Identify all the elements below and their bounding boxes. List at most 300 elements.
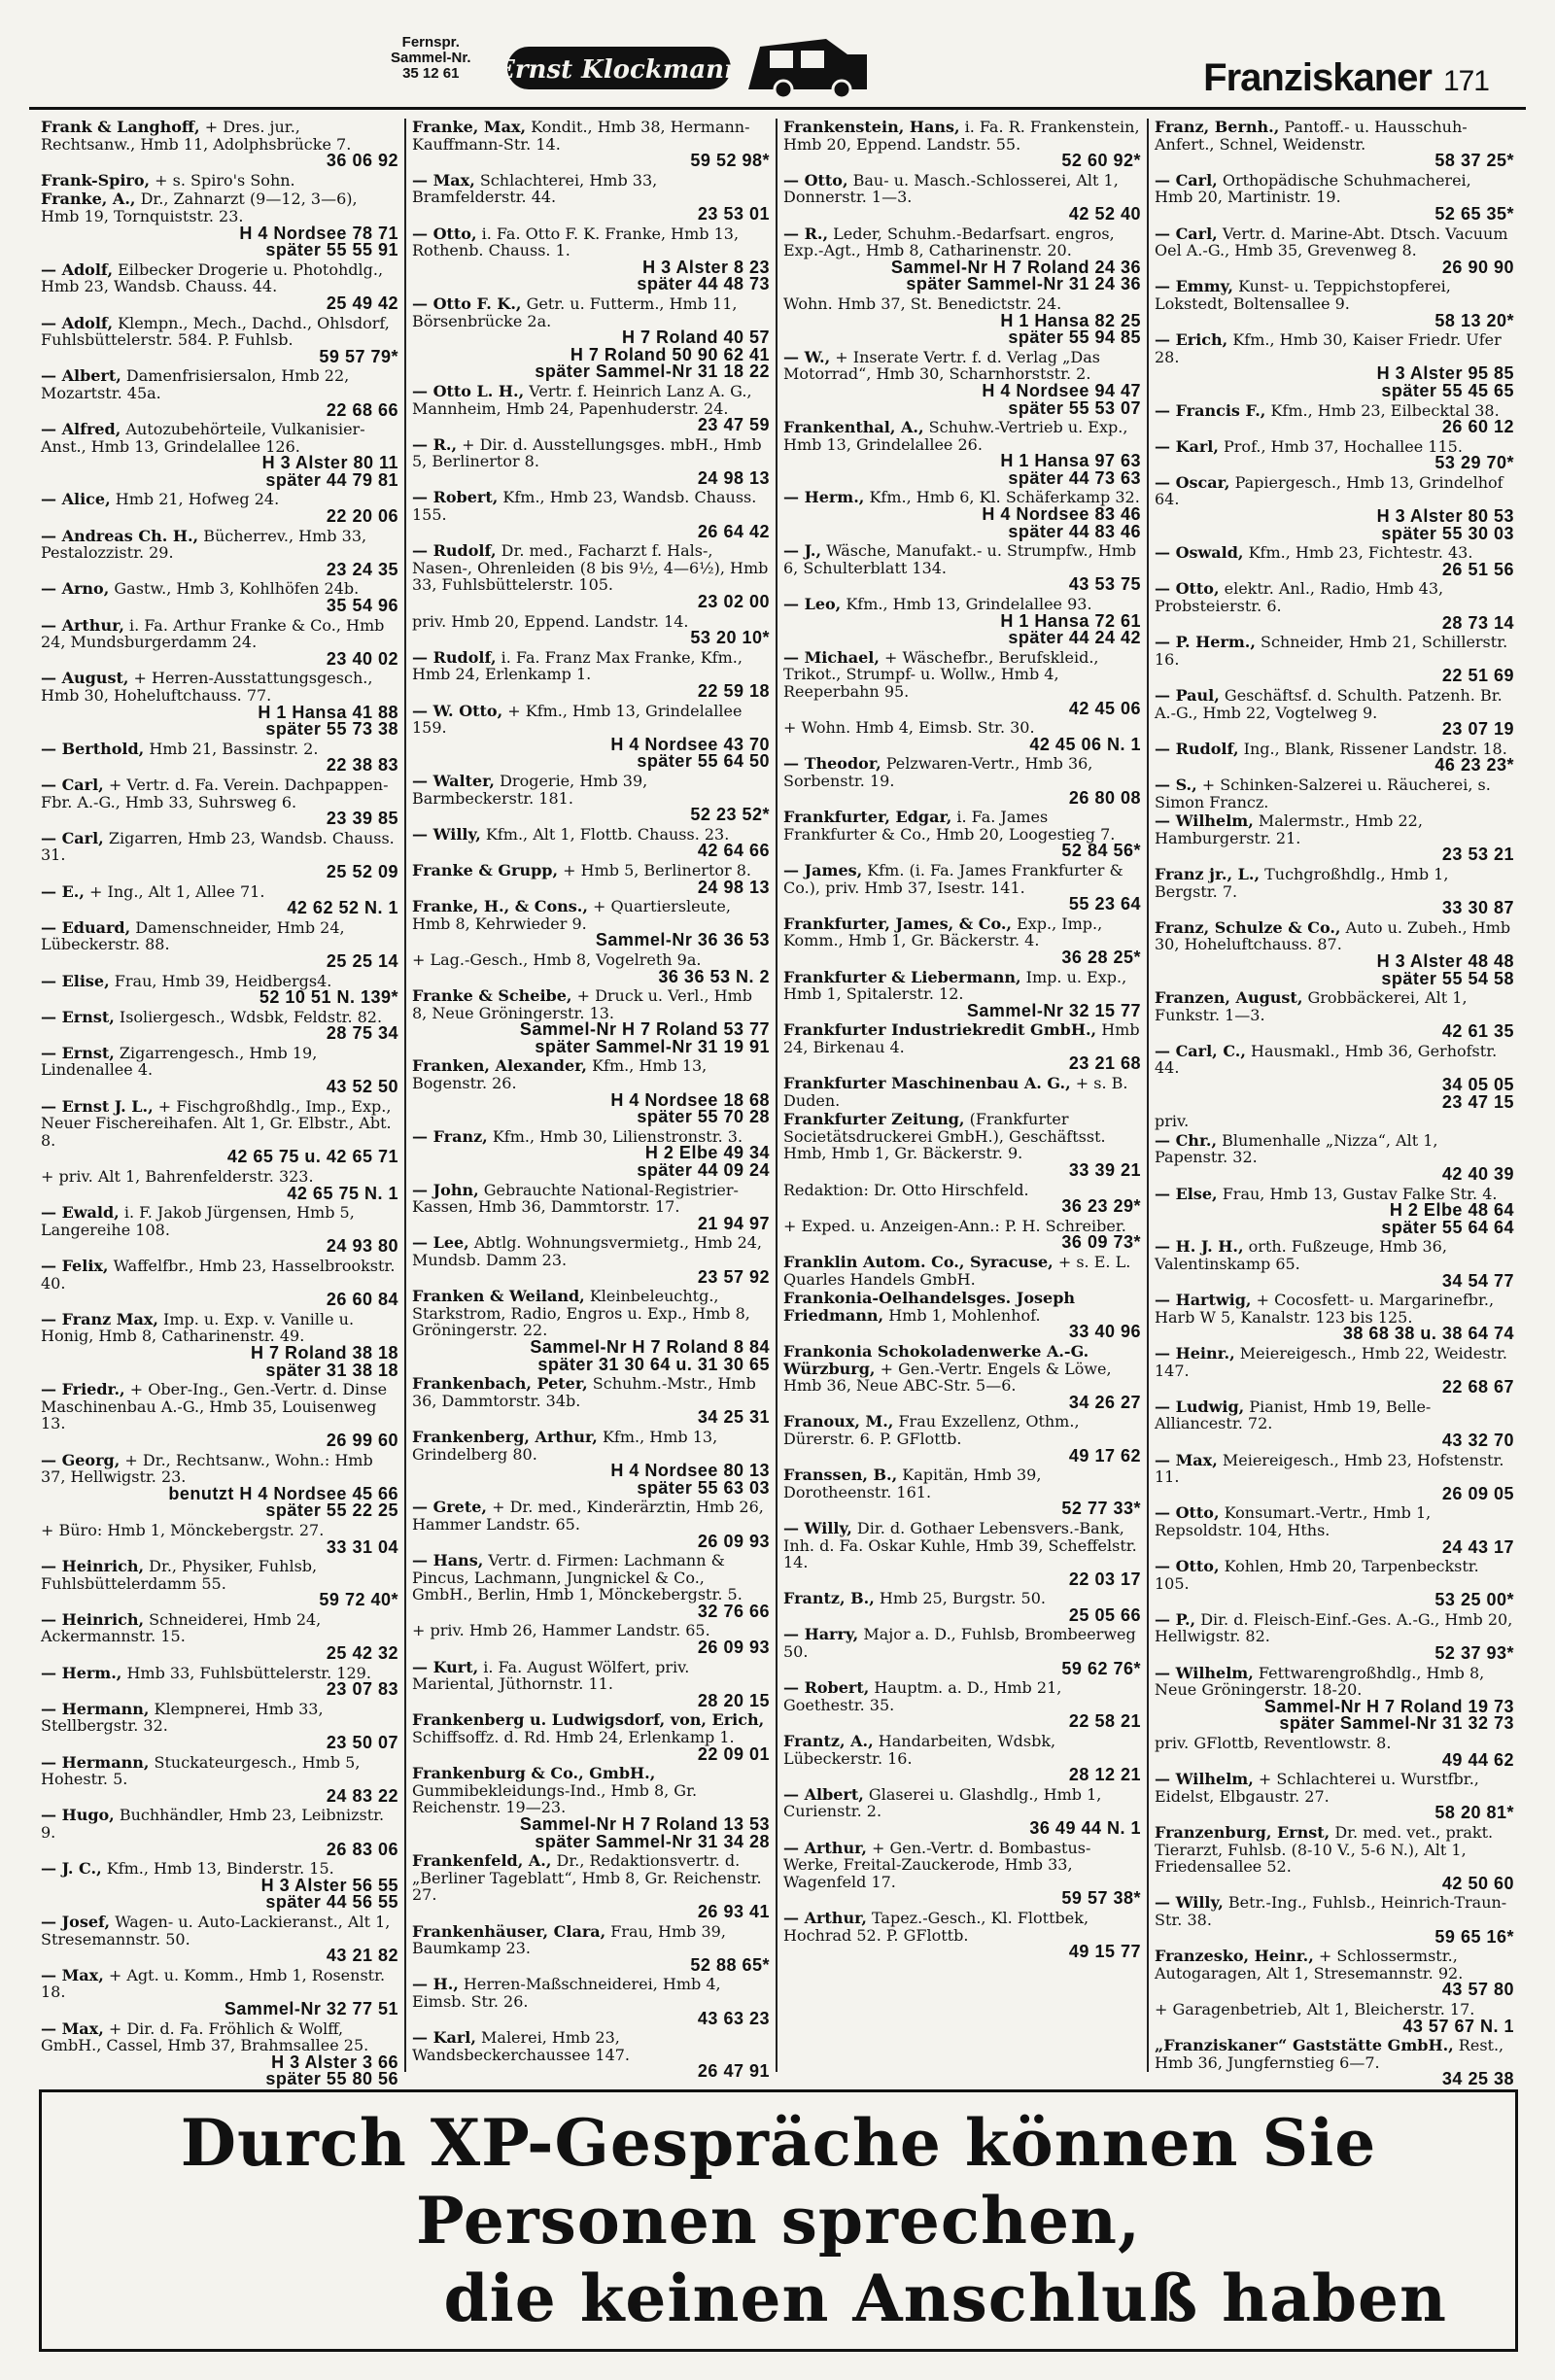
entry-name: — Kurt,	[412, 1657, 479, 1676]
entry-details: Dr., Redaktionsvertr. d. „Berliner Tageblatt“, Hmb 8, Gr. Reichenstr. 27.	[412, 1851, 762, 1905]
entry-name: — Albert,	[783, 1784, 864, 1804]
phone-number: 49 44 62	[1441, 1749, 1514, 1770]
listing-entry	[412, 542, 770, 610]
entry-details: + Büro: Hmb 1, Mönckebergstr. 27.	[41, 1520, 325, 1539]
entry-details: Klempn., Mech., Dachd., Ohlsdorf, Fuhlsbüttelerstr. 584. P. Fuhlsb.	[41, 313, 390, 350]
entry-details: Tapez.-Gesch., Kl. Flottbek, Hochrad 52. P. GFlottb.	[783, 1908, 1089, 1945]
entry-name: — Otto L. H.,	[412, 381, 525, 400]
entry-details: Damenschneider, Hmb 24, Lübeckerstr. 88.	[41, 917, 345, 954]
entry-details: Hmb 25, Burgstr. 50.	[879, 1589, 1046, 1608]
listing-entry	[41, 1045, 398, 1096]
listing-entry	[783, 1466, 1141, 1518]
entry-name: — Hartwig,	[1155, 1291, 1252, 1310]
listing-entry	[1155, 331, 1514, 399]
entry-details: orth. Fußzeuge, Hmb 36, Valentinskamp 65.	[1155, 1237, 1447, 1273]
phone-number: 43 52 50	[326, 1077, 398, 1097]
phone-number: 52 84 56*	[1061, 841, 1141, 861]
entry-name: — Hans,	[412, 1551, 484, 1570]
listing-entry	[1155, 687, 1514, 739]
listing-entry	[41, 1665, 398, 1699]
phone-number: H 7 Roland 50 90 62 41	[570, 344, 770, 364]
listing-entry	[412, 383, 770, 434]
entry-name: — Oscar,	[1155, 472, 1230, 492]
phone-number: 43 57 67 N. 1	[1402, 2016, 1514, 2036]
sammel-number: 35 12 61	[402, 65, 460, 82]
entry-details: Kfm., Hmb 30, Lilienstronstr. 3.	[492, 1126, 743, 1146]
listing-entry	[412, 1923, 770, 1975]
entry-details: Redaktion: Dr. Otto Hirschfeld.	[783, 1180, 1029, 1199]
entry-details: Gebrauchte National-Registrier-Kassen, Hmb 36, Dammtorstr. 17.	[412, 1180, 739, 1217]
listing-entry	[1155, 544, 1514, 578]
entry-details: Autozubehörteile, Vulkanisier-Anst., Hmb 13, Grindelallee 126.	[41, 420, 365, 456]
entry-details: Pantoff.- u. Hausschuh-Anfert., Schnel, Weidenstr.	[1155, 118, 1468, 154]
phone-number: 43 63 23	[697, 2008, 770, 2028]
phone-number: 26 60 12	[1441, 417, 1514, 437]
entry-details: Schiffsoffz. d. Rd. Hmb 24, Erlenkamp 1.	[412, 1728, 735, 1747]
phone-number: 28 75 34	[326, 1023, 398, 1044]
entry-name: — Michael,	[783, 647, 880, 667]
entry-name: Frankenstein, Hans,	[783, 118, 960, 136]
listing-entry	[41, 919, 398, 971]
phone-number: H 4 Nordsee 18 68	[610, 1089, 770, 1110]
entry-name: — Robert,	[783, 1678, 870, 1698]
listing-entry	[41, 1204, 398, 1256]
phone-number: 23 53 01	[697, 203, 770, 224]
listing-entry	[412, 489, 770, 540]
entry-details: Hmb 1, Mohlenhof.	[888, 1305, 1041, 1325]
listing-entry	[1155, 989, 1514, 1041]
entry-details: Frau Exzellenz, Othm., Dürerstr. 6. P. GFlottb.	[783, 1412, 1080, 1448]
listing-entry	[783, 862, 1141, 914]
entry-details: + Cocosfett- u. Margarinefbr., Harb W 5, Kanalstr. 123 bis 125.	[1155, 1291, 1495, 1327]
entry-name: — Rudolf,	[1155, 739, 1239, 758]
entry-details: + Inserate Vertr. f. d. Verlag „Das Motorrad“, Hmb 30, Scharnhorststr. 2.	[783, 347, 1100, 384]
entry-details: + priv. Hmb 26, Hammer Landstr. 65.	[412, 1621, 710, 1640]
phone-number: 42 64 66	[697, 841, 770, 861]
phone-number: 52 88 65*	[690, 1954, 770, 1975]
phone-number: H 2 Elbe 49 34	[644, 1143, 770, 1163]
entry-details: Kunst- u. Teppichstopferei, Lokstedt, Boltensallee 9.	[1155, 277, 1451, 313]
phone-number: 22 58 21	[1068, 1711, 1141, 1732]
entry-name: — Heinr.,	[1155, 1343, 1235, 1362]
listing-entry	[41, 1914, 398, 1965]
phone-number: 22 68 66	[326, 399, 398, 420]
listing-entry	[412, 172, 770, 224]
phone-number: später Sammel-Nr 31 19 91	[535, 1036, 770, 1056]
entry-name: Frankenhäuser, Clara,	[412, 1921, 606, 1941]
phone-number: 24 98 13	[697, 467, 770, 488]
listing-entry	[783, 755, 1141, 807]
entry-details: Kleinbeleuchtg., Starkstrom, Radio, Engros u. Exp., Hmb 8, Gröningerstr. 22.	[412, 1287, 750, 1340]
listing-entry	[41, 1522, 398, 1556]
entry-details: Meiereigesch., Hmb 22, Weidestr. 147.	[1155, 1343, 1507, 1380]
banner-line-1: Durch XP-Gespräche können Sie Personen sprechen,	[180, 2105, 1377, 2259]
phone-number: später Sammel-Nr 31 24 36	[906, 274, 1141, 294]
phone-number: 32 76 66	[697, 1601, 770, 1621]
phone-number: 24 43 17	[1441, 1536, 1514, 1557]
entry-name: Frankenbach, Peter,	[412, 1374, 588, 1394]
entry-details: Klempnerei, Hmb 33, Stellbergstr. 32.	[41, 1699, 324, 1736]
entry-name: — Josef,	[41, 1912, 111, 1931]
entry-name: — Adolf,	[41, 313, 114, 332]
phone-number: 26 60 84	[326, 1290, 398, 1310]
listing-entry	[412, 862, 770, 896]
listing-entry	[783, 1733, 1141, 1784]
entry-name: — John,	[412, 1180, 479, 1199]
phone-number: 36 36 53 N. 2	[658, 966, 770, 986]
phone-number: 52 60 92*	[1061, 151, 1141, 171]
entry-details: Gummibekleidungs-Ind., Hmb 8, Gr. Reichenstr. 19—23.	[412, 1780, 698, 1817]
entry-details: Hauptm. a. D., Hmb 21, Goethestr. 35.	[783, 1678, 1062, 1714]
phone-number: Sammel-Nr 32 77 51	[224, 1998, 398, 2018]
klockmann-logo	[496, 25, 875, 101]
phone-number: 53 29 70*	[1434, 453, 1514, 473]
phone-number: später 31 38 18	[265, 1360, 398, 1380]
entry-details: Hausmakl., Hmb 36, Gerhofstr. 44.	[1155, 1041, 1498, 1078]
entry-details: priv. Hmb 20, Eppend. Landstr. 14.	[412, 611, 689, 631]
listing-entry	[41, 830, 398, 881]
phone-number: 58 13 20*	[1434, 310, 1514, 330]
entry-details: Bau- u. Masch.-Schlosserei, Alt 1, Donnerstr. 1—3.	[783, 170, 1119, 207]
phone-number: H 3 Alster 56 55	[260, 1875, 398, 1895]
entry-name: Franzenburg, Ernst,	[1155, 1823, 1330, 1842]
listing-entry	[412, 1622, 770, 1656]
phone-number: 22 20 06	[326, 506, 398, 527]
phone-number: später 55 53 07	[1008, 397, 1141, 418]
listing-entry	[783, 1111, 1141, 1179]
listing-entry	[1155, 1894, 1514, 1946]
entry-details: Hmb 21, Hofweg 24.	[115, 490, 280, 509]
listing-entry	[412, 1375, 770, 1427]
entry-details: + Dr. med., Kinderärztin, Hmb 26, Hammer Landstr. 65.	[412, 1498, 764, 1534]
phone-number: 26 47 91	[697, 2061, 770, 2082]
entry-details: priv.	[1155, 1112, 1190, 1131]
entry-name: — Wilhelm,	[1155, 1663, 1254, 1682]
entry-details: + Schlossermstr., Autogaragen, Alt 1, Stresemannstr. 92.	[1155, 1947, 1464, 1983]
entry-details: + Ing., Alt 1, Allee 71.	[89, 881, 265, 901]
phone-number: später 55 64 50	[637, 751, 770, 772]
entry-name: Frankonia Schokoladenwerke A.-G. Würzburg,	[783, 1341, 1089, 1378]
entry-details: Orthopädische Schuhmacherei, Hmb 20, Martinistr. 19.	[1155, 170, 1471, 207]
phone-number: 33 30 87	[1441, 898, 1514, 918]
listing-entry	[1155, 741, 1514, 775]
listing-entry	[1155, 474, 1514, 542]
entry-name: — Heinrich,	[41, 1609, 145, 1629]
listing-entry	[41, 261, 398, 313]
entry-details: Schlachterei, Hmb 33, Bramfelderstr. 44.	[412, 170, 658, 207]
phone-number: Sammel-Nr H 7 Roland 24 36	[890, 257, 1141, 277]
phone-number: H 3 Alster 3 66	[271, 2052, 398, 2072]
entry-name: Frankfurter Zeitung,	[783, 1110, 965, 1129]
listing-entry	[1155, 1345, 1514, 1397]
entry-name: Franke, A.,	[41, 190, 136, 209]
entry-name: Frankfurter Maschinenbau A. G.,	[783, 1074, 1071, 1093]
entry-details: Stuckateurgesch., Hmb 5, Hohestr. 5.	[41, 1752, 361, 1789]
phone-number: 36 49 44 N. 1	[1029, 1818, 1141, 1838]
listing-entry	[412, 2029, 770, 2081]
listing-entry	[1155, 1238, 1514, 1290]
phone-number: 36 09 73*	[1061, 1232, 1141, 1253]
entry-details: + Hmb 5, Berlinertor 8.	[563, 860, 752, 880]
phone-number: 22 68 67	[1441, 1377, 1514, 1397]
entry-name: Franke, Max,	[412, 118, 527, 136]
listing-entry	[783, 649, 1141, 717]
entry-name: — Karl,	[412, 2028, 476, 2048]
entry-name: Frank-Spiro,	[41, 170, 151, 190]
phone-number: 36 23 29*	[1061, 1196, 1141, 1217]
listing-entry	[41, 670, 398, 738]
entry-details: + Wäschefbr., Berufskleid., Trikot., Strumpf- u. Wollw., Hmb 4, Reeperbahn 95.	[783, 647, 1099, 701]
entry-details: + Wohn. Hmb 4, Eimsb. Str. 30.	[783, 718, 1035, 738]
listing-entry	[1155, 1771, 1514, 1822]
phone-number: 22 51 69	[1441, 666, 1514, 686]
phone-number: H 2 Elbe 48 64	[1389, 1200, 1514, 1221]
entry-name: — Wilhelm,	[1155, 811, 1254, 831]
phone-number: benutzt H 4 Nordsee 45 66	[168, 1483, 398, 1503]
fernspr-label: Fernspr.	[401, 34, 460, 51]
phone-number: 22 38 83	[326, 755, 398, 776]
entry-name: — Ernst,	[41, 1043, 115, 1062]
entry-details: Bücherrev., Hmb 33, Pestalozzistr. 29.	[41, 526, 367, 563]
logo-text: Ernst Klockmann	[496, 55, 743, 85]
phone-number: 42 45 06	[1068, 698, 1141, 718]
phone-number: 26 99 60	[326, 1430, 398, 1450]
running-head-word: Franziskaner	[1203, 56, 1432, 99]
phone-number: später Sammel-Nr 31 34 28	[535, 1831, 770, 1851]
entry-details: Kfm., Hmb 30, Kaiser Friedr. Ufer 28.	[1155, 330, 1502, 366]
header-rule	[29, 107, 1526, 110]
phone-number: 24 83 22	[326, 1785, 398, 1806]
entry-details: Dr. med. vet., prakt. Tierarzt, Fuhlsb. (8-10 V., 5-6 N.), Alt 1, Friedensallee 52.	[1155, 1823, 1494, 1877]
phone-number: 43 57 80	[1441, 1980, 1514, 2000]
phone-number: später 55 45 65	[1381, 380, 1514, 400]
entry-details: + s. Spiro's Sohn.	[155, 170, 295, 190]
sammel-nr-block	[391, 35, 471, 82]
entry-name: — W.,	[783, 347, 831, 366]
listing-entry	[412, 1711, 770, 1763]
entry-details: Kfm., Hmb 6, Kl. Schäferkamp 32.	[869, 488, 1140, 507]
phone-number: 23 07 83	[326, 1679, 398, 1700]
entry-name: — Albert,	[41, 366, 121, 386]
entry-name: — J.,	[783, 541, 822, 561]
entry-details: priv. GFlottb, Reventlowstr. 8.	[1155, 1734, 1392, 1753]
phone-number: 34 26 27	[1068, 1392, 1141, 1412]
phone-number: 42 61 35	[1441, 1021, 1514, 1042]
phone-number: 28 73 14	[1441, 612, 1514, 633]
phone-number: 26 93 41	[697, 1901, 770, 1921]
phone-number: 25 25 14	[326, 950, 398, 971]
entry-name: Frankfurter, Edgar,	[783, 808, 952, 827]
listing-entry	[783, 719, 1141, 753]
entry-details: + Herren-Ausstattungsgesch., Hmb 30, Hoheluftchauss. 77.	[41, 669, 373, 705]
phone-number: später 55 64 64	[1381, 1217, 1514, 1237]
entry-details: + s. E. L. Quarles Handels GmbH.	[783, 1253, 1131, 1289]
column-2	[406, 118, 778, 2082]
entry-name: Frankenberg u. Ludwigsdorf, von, Erich,	[412, 1710, 765, 1730]
entry-name: — Georg,	[41, 1450, 121, 1469]
entry-details: + Schinken-Salzerei u. Räucherei, s. Simon Francz.	[1155, 775, 1491, 811]
listing-entry	[412, 898, 770, 949]
entry-name: — Elise,	[41, 971, 110, 990]
entry-name: — Rudolf,	[412, 647, 497, 667]
entry-name: — Franz Max,	[41, 1309, 158, 1328]
phone-number: 59 72 40*	[319, 1590, 398, 1610]
entry-details: Buchhändler, Hmb 23, Leibnizstr. 9.	[41, 1806, 385, 1842]
phone-number: H 3 Alster 95 85	[1376, 363, 1514, 384]
phone-number: später 44 83 46	[1008, 521, 1141, 541]
phone-number: 26 80 08	[1068, 787, 1141, 808]
phone-number: 23 53 21	[1441, 845, 1514, 865]
entry-details: Frau, Hmb 39, Baumkamp 23.	[412, 1921, 726, 1958]
phone-number: später 55 55 91	[265, 240, 398, 260]
entry-details: + Schlachterei u. Wurstfbr., Eidelst, Elbgaustr. 27.	[1155, 1770, 1479, 1806]
listing-entry	[1155, 866, 1514, 917]
phone-number: 26 51 56	[1441, 559, 1514, 579]
entry-details: Dr., Zahnarzt (9—12, 3—6), Hmb 19, Tornquiststr. 23.	[41, 190, 358, 225]
entry-name: — Otto,	[1155, 579, 1220, 599]
listing-entry	[1155, 1186, 1514, 1237]
listing-entry	[783, 1786, 1141, 1838]
entry-name: Franke & Scheibe,	[412, 986, 572, 1006]
entry-details: + Dir. d. Ausstellungsges. mbH., Hmb 5, Berlinertor 8.	[412, 434, 762, 471]
banner-line-2: die keinen Anschluß haben	[443, 2260, 1447, 2336]
entry-details: Dr., Physiker, Fuhlsb, Fuhlsbüttelerdamm 55.	[41, 1557, 318, 1593]
entry-name: — R.,	[783, 224, 829, 243]
listing-entry	[1155, 776, 1514, 811]
entry-details: Imp. u. Exp. v. Vanille u. Honig, Hmb 8, Catharinenstr. 49.	[41, 1309, 355, 1346]
listing-entry	[1155, 172, 1514, 224]
listing-entry	[412, 225, 770, 293]
entry-name: — R.,	[412, 434, 458, 454]
listing-entry	[412, 1552, 770, 1620]
listing-entry	[783, 419, 1141, 487]
entry-details: Hmb 21, Bassinstr. 2.	[149, 739, 319, 758]
listing-entry	[783, 1021, 1141, 1073]
listing-entry	[1155, 438, 1514, 472]
entry-details: + Quartiersleute, Hmb 8, Kehrwieder 9.	[412, 897, 731, 933]
entry-details: Zigarren, Hmb 23, Wandsb. Chauss. 31.	[41, 828, 395, 865]
listing-entry	[1155, 634, 1514, 685]
entry-name: Frankonia-Oelhandelsges. Joseph Friedmann,	[783, 1289, 1076, 1325]
entry-details: Dir. d. Gothaer Lebensvers.-Bank, Inh. d. Fa. Oskar Kuhle, Hmb 39, Scheffelstr. 14.	[783, 1518, 1137, 1572]
entry-name: — W. Otto,	[412, 701, 503, 720]
phone-number: 23 47 59	[697, 415, 770, 435]
entry-details: + Druck u. Verl., Hmb 8, Neue Gröningerstr. 13.	[412, 986, 753, 1022]
listing-entry	[1155, 1504, 1514, 1556]
listing-entry	[41, 1098, 398, 1166]
listing-entry	[41, 1754, 398, 1806]
phone-number: H 1 Hansa 72 61	[1000, 610, 1141, 631]
phone-number: 49 15 77	[1068, 1942, 1141, 1962]
entry-name: — E.,	[41, 881, 85, 901]
listing-entry	[412, 436, 770, 488]
entry-details: Kfm. (i. Fa. James Frankfurter & Co.), priv. Hmb 37, Isestr. 141.	[783, 860, 1123, 897]
entry-details: Dr. med., Facharzt f. Hals-, Nasen-, Ohrenleiden (8 bis 9½, 4—6½), Hmb 33, Fuhlsbüttelerstr. 105.	[412, 541, 769, 595]
entry-name: — Carl, C.,	[1155, 1041, 1246, 1060]
listing-entry	[41, 1967, 398, 2018]
entry-details: Geschäftsf. d. Schulth. Patzenh. Br. A.-G., Hmb 22, Vogtelweg 9.	[1155, 686, 1503, 722]
phone-number: 42 50 60	[1441, 1873, 1514, 1893]
entry-details: Drogerie, Hmb 39, Barmbeckerstr. 181.	[412, 771, 648, 808]
phone-number: 24 98 13	[697, 877, 770, 897]
entry-details: + Ober-Ing., Gen.-Vertr. d. Dinse Maschinenbau A.-G., Hmb 35, Louisenweg 13.	[41, 1380, 388, 1433]
entry-name: — Ludwig,	[1155, 1397, 1245, 1416]
entry-name: — Harry,	[783, 1625, 859, 1644]
entry-name: — Berthold,	[41, 739, 145, 758]
phone-number: später 31 30 64 u. 31 30 65	[537, 1354, 770, 1374]
entry-details: i. Fa. Otto F. K. Franke, Hmb 13, Rothenb. Chauss. 1.	[412, 224, 740, 260]
phone-number: 59 65 16*	[1434, 1926, 1514, 1947]
listing-entry	[1155, 1735, 1514, 1769]
phone-number: 42 45 06 N. 1	[1029, 734, 1141, 754]
entry-name: — Arthur,	[783, 1908, 867, 1927]
listing-entry	[412, 1128, 770, 1180]
column-1	[35, 118, 406, 2089]
listing-entry	[783, 295, 1141, 347]
listing-entry	[412, 1182, 770, 1233]
listing-entry	[41, 315, 398, 366]
entry-details: Pelzwaren-Vertr., Hmb 36, Sorbenstr. 19.	[783, 754, 1093, 790]
entry-name: — Wilhelm,	[1155, 1770, 1254, 1789]
listing-entry	[1155, 2001, 1514, 2035]
phone-number: später 44 48 73	[637, 274, 770, 294]
listing-entry	[783, 172, 1141, 224]
phone-number: 59 57 38*	[1061, 1888, 1141, 1909]
entry-name: Franz jr., L.,	[1155, 864, 1261, 883]
listing-entry	[783, 1840, 1141, 1908]
phone-number: H 3 Alster 80 11	[261, 453, 398, 473]
phone-number: 55 23 64	[1068, 894, 1141, 914]
phone-number: 28 20 15	[697, 1690, 770, 1710]
listing-entry	[1155, 1665, 1514, 1733]
column-4	[1149, 118, 1520, 2089]
entry-name: — Arthur,	[783, 1838, 867, 1857]
phone-number: 22 03 17	[1068, 1569, 1141, 1589]
phone-number: 53 25 00*	[1434, 1590, 1514, 1610]
listing-entry	[1155, 1824, 1514, 1892]
entry-name: — Karl,	[1155, 436, 1219, 456]
phone-number: Sammel-Nr H 7 Roland 8 84	[530, 1336, 770, 1357]
phone-number: 23 50 07	[326, 1733, 398, 1753]
phone-number: H 4 Nordsee 78 71	[239, 223, 398, 243]
entry-name: Franoux, M.,	[783, 1412, 894, 1431]
phone-number: Sammel-Nr 32 15 77	[966, 1000, 1141, 1020]
listing-entry	[41, 1860, 398, 1912]
entry-name: Frantz, B.,	[783, 1589, 875, 1608]
entry-name: — Lee,	[412, 1233, 469, 1253]
phone-number: 52 65 35*	[1434, 203, 1514, 224]
listing-entry	[1155, 919, 1514, 987]
phone-number: H 1 Hansa 41 88	[258, 702, 398, 722]
phone-number: später 44 09 24	[637, 1160, 770, 1181]
entry-details: elektr. Anl., Radio, Hmb 43, Probsteierstr. 6.	[1155, 579, 1444, 616]
entry-name: — Theodor,	[783, 754, 881, 774]
entry-name: — Adolf,	[41, 259, 114, 279]
phone-number: 59 62 76*	[1061, 1658, 1141, 1678]
entry-details: Getr. u. Futterm., Hmb 11, Börsenbrücke 2a.	[412, 293, 738, 330]
listing-entry	[41, 1258, 398, 1309]
entry-details: i. Fa. R. Frankenstein, Hmb 20, Eppend. Landstr. 55.	[783, 118, 1140, 154]
entry-name: Frankenberg, Arthur,	[412, 1427, 598, 1446]
phone-number: 23 40 02	[326, 648, 398, 669]
phone-number: 26 83 06	[326, 1839, 398, 1859]
listing-entry	[783, 1679, 1141, 1731]
entry-details: i. Fa. Franz Max Franke, Kfm., Hmb 24, Erlenkamp 1.	[412, 647, 743, 684]
entry-details: Auto u. Zubeh., Hmb 30, Hoheluftchauss. 87.	[1155, 917, 1511, 954]
entry-details: Leder, Schuhm.-Bedarfsart. engros, Exp.-Agt., Hmb 8, Catharinenstr. 20.	[783, 224, 1115, 260]
listing-entry	[783, 1343, 1141, 1411]
listing-entry	[41, 1009, 398, 1043]
